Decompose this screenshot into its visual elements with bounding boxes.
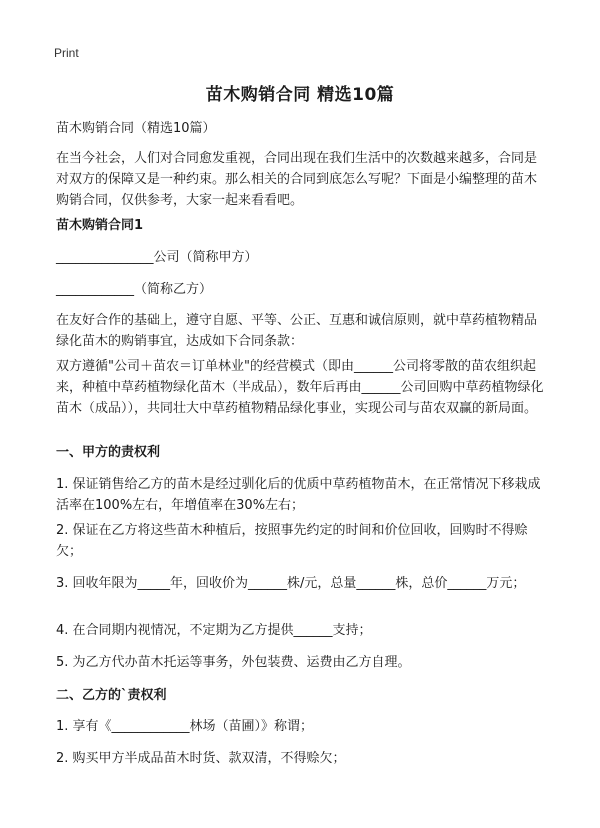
party-a-line: [56, 247, 548, 268]
section-a-heading: [56, 442, 548, 463]
contract-heading-text: 苗木购销合同1: [56, 218, 144, 233]
intro-text: 在当今社会，人们对合同愈发重视，合同出现在我们生活中的次数越来越多，合同是对双方的保障又是一种约束。那么相关的合同到底怎么写呢？下面是小编整理的苗木购销合同，仅供参考，大家一起来看看吧。: [56, 151, 538, 208]
party-b-text: ____________（简称乙方）: [56, 282, 213, 297]
page-title: 苗木购销合同 精选10篇: [205, 85, 395, 105]
subtitle-text: 苗木购销合同（精选10篇）: [56, 121, 216, 136]
list-item: 1. 保证销售给乙方的苗木是经过驯化后的优质中草药植物苗木，在正常情况下移栽成活率在100%左右，年增值率在30%左右；: [56, 477, 541, 513]
section-a-item: [56, 520, 548, 562]
section-a-item: [56, 474, 548, 516]
party-a-text: _______________公司（简称甲方）: [56, 250, 258, 265]
paragraph-2-text: 双方遵循"公司＋苗农＝订单林业"的经营模式（即由______公司将零散的苗农组织起来，种植中草药植物绿化苗木（半成品），数年后再由______公司回购中草药植物绿化苗木（成品）），共同壮大中草药植物精品绿化事业，实现公司与苗农双赢的新局面。: [56, 359, 544, 416]
paragraph-2: [56, 356, 548, 419]
section-a-item: [56, 620, 548, 641]
list-item: 4. 在合同期内视情况，不定期为乙方提供______支持；: [56, 623, 372, 638]
section-a-heading-text: 一、甲方的责权利: [56, 445, 161, 460]
list-item: 2. 保证在乙方将这些苗木种植后，按照事先约定的时间和价位回收，回购时不得赊欠；: [56, 523, 528, 559]
intro-paragraph: [56, 148, 548, 211]
section-b-heading: [56, 685, 548, 706]
list-item: 2. 购买甲方半成品苗木时货、款双清，不得赊欠；: [56, 751, 346, 766]
paragraph-1: [56, 310, 548, 352]
subtitle: [56, 118, 548, 139]
section-a-item: [56, 652, 548, 673]
party-b-line: [56, 279, 548, 300]
contract-heading: [56, 215, 548, 236]
section-b-heading-text: 二、乙方的`责权利: [56, 688, 167, 703]
print-link[interactable]: Print: [54, 46, 79, 60]
section-b-item: [56, 716, 548, 737]
list-item: 5. 为乙方代办苗木托运等事务，外包装费、运费由乙方自理。: [56, 655, 411, 670]
list-item: 3. 回收年限为_____年，回收价为______株/元，总量______株，总价______万元；: [56, 576, 526, 591]
section-b-item: [56, 748, 548, 769]
paragraph-1-text: 在友好合作的基础上，遵守自愿、平等、公正、互惠和诚信原则，就中草药植物精品绿化苗木的购销事宜，达成如下合同条款：: [56, 313, 538, 349]
list-item: 1. 享有《____________林场（苗圃）》称谓；: [56, 719, 314, 734]
section-a-item: [56, 573, 548, 594]
